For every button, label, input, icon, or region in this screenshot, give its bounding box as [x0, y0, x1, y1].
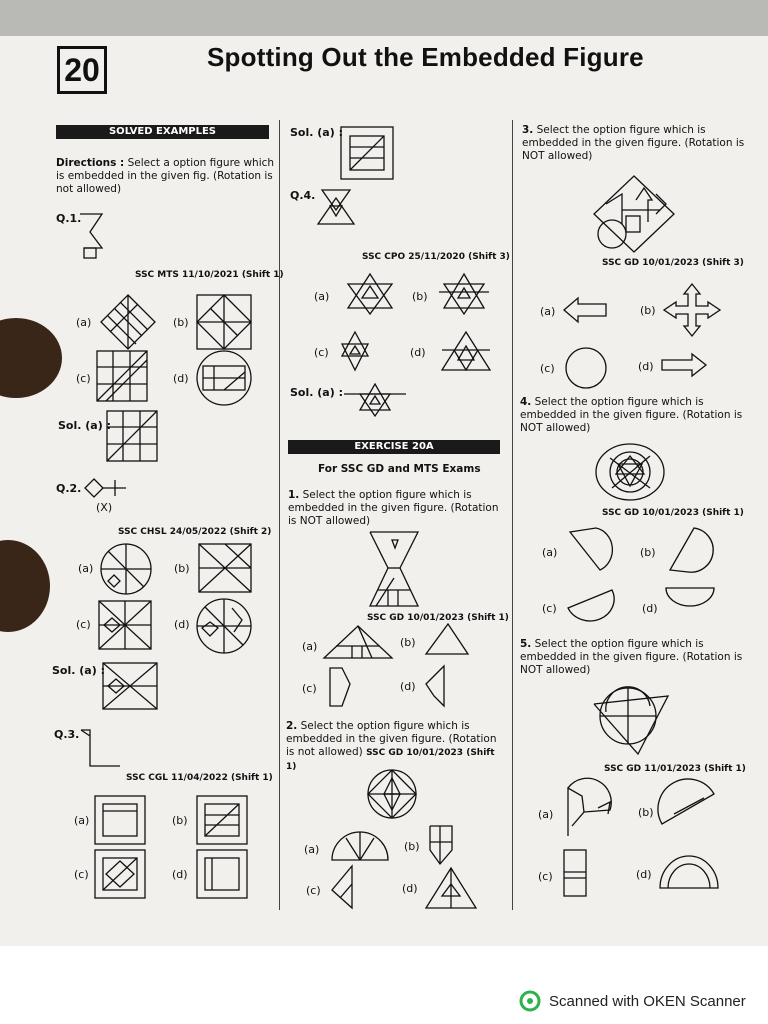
option-d-label: (d) — [642, 602, 658, 615]
option-d-label: (d) — [402, 882, 418, 895]
e2-question — [286, 720, 502, 774]
q3-label: Q.3. — [54, 728, 80, 741]
q3-source: SSC CGL 11/04/2022 (Shift 1) — [126, 773, 273, 783]
e4-option-d-figure — [664, 586, 716, 626]
option-a-label: (a) — [304, 843, 320, 856]
q1-label: Q.1. — [56, 212, 82, 225]
option-b-label: (b) — [638, 806, 654, 819]
e3-option-c-figure — [564, 346, 608, 390]
e4-question — [520, 396, 744, 435]
option-d-label: (d) — [638, 360, 654, 373]
q2-x-label: (X) — [96, 501, 113, 514]
q4-question-figure — [314, 188, 358, 230]
e4-question-figure — [594, 442, 666, 502]
e2-question-figure — [366, 768, 418, 820]
option-a-label: (a) — [314, 290, 330, 303]
e4-option-b-figure — [668, 526, 718, 574]
chapter-title: Spotting Out the Embedded Figure — [207, 42, 644, 72]
q2-label: Q.2. — [56, 482, 82, 495]
e1-option-d-figure — [424, 664, 446, 708]
option-b-label: (b) — [173, 316, 189, 329]
e1-option-b-figure — [424, 622, 470, 656]
q2-option-b-figure — [198, 543, 252, 593]
e2-option-d-figure — [424, 866, 478, 910]
q2-option-c-figure — [98, 600, 152, 650]
q2-question-figure — [84, 478, 128, 500]
q4-option-d-figure — [440, 330, 492, 372]
e2-number: 2. — [286, 720, 298, 732]
column-divider — [512, 120, 513, 910]
option-c-label: (c) — [302, 682, 317, 695]
exercise-subtitle: For SSC GD and MTS Exams — [318, 463, 481, 475]
option-d-label: (d) — [172, 868, 188, 881]
e5-source: SSC GD 11/01/2023 (Shift 1) — [604, 764, 746, 774]
q4-label: Q.4. — [290, 189, 316, 202]
option-c-label: (c) — [540, 362, 555, 375]
option-c-label: (c) — [538, 870, 553, 883]
e4-text: Select the option figure which is embedded in the given figure. (Rotation is NOT allowed) — [520, 396, 743, 434]
chapter-number: 20 — [57, 46, 107, 94]
option-c-label: (c) — [314, 346, 329, 359]
e2-option-c-figure — [330, 864, 354, 910]
option-d-label: (d) — [174, 618, 190, 631]
q2-option-d-figure — [196, 598, 252, 654]
e1-question-figure — [368, 530, 420, 608]
option-c-label: (c) — [306, 884, 321, 897]
q1-option-a-figure — [100, 294, 156, 350]
q2-source: SSC CHSL 24/05/2022 (Shift 2) — [118, 527, 272, 537]
option-b-label: (b) — [412, 290, 428, 303]
q3-question-figure — [80, 726, 122, 768]
e1-number: 1. — [288, 489, 300, 501]
q4-option-b-figure — [438, 272, 490, 316]
e3-text: Select the option figure which is embedded in the given figure. (Rotation is NOT allowed) — [522, 124, 745, 162]
option-b-label: (b) — [640, 546, 656, 559]
e5-text: Select the option figure which is embedded in the given figure. (Rotation is NOT allowed) — [520, 638, 743, 676]
q1-option-c-figure — [96, 350, 148, 402]
option-c-label: (c) — [542, 602, 557, 615]
scanner-text: Scanned with OKEN Scanner — [549, 992, 746, 1010]
e5-option-a-figure — [562, 786, 612, 838]
q1-source: SSC MTS 11/10/2021 (Shift 1) — [135, 270, 284, 280]
option-a-label: (a) — [542, 546, 558, 559]
option-d-label: (d) — [410, 346, 426, 359]
e3-question — [522, 124, 746, 163]
option-a-label: (a) — [302, 640, 318, 653]
e5-option-b-figure — [660, 786, 720, 826]
option-d-label: (d) — [636, 868, 652, 881]
q1-option-b-figure — [196, 294, 252, 350]
e1-option-c-figure — [328, 666, 352, 708]
option-b-label: (b) — [174, 562, 190, 575]
e4-option-c-figure — [566, 588, 616, 624]
q4-solution-figure — [342, 382, 408, 418]
q3-option-b-figure — [196, 795, 248, 845]
e2-source: SSC GD 10/01/2023 (Shift 1) — [286, 748, 495, 772]
scanner-watermark — [519, 990, 746, 1012]
q3-option-a-figure — [94, 795, 146, 845]
option-a-label: (a) — [76, 316, 92, 329]
exercise-banner: EXERCISE 20A — [288, 440, 500, 454]
q4-solution-label: Sol. (a) : — [290, 386, 343, 399]
q2-option-a-figure — [100, 543, 152, 595]
e2-option-b-figure — [428, 824, 454, 866]
e3-source: SSC GD 10/01/2023 (Shift 3) — [602, 258, 744, 268]
q4-option-a-figure — [346, 272, 394, 316]
option-a-label: (a) — [78, 562, 94, 575]
e3-number: 3. — [522, 124, 534, 136]
e1-source: SSC GD 10/01/2023 (Shift 1) — [367, 613, 509, 623]
option-d-label: (d) — [400, 680, 416, 693]
option-a-label: (a) — [538, 808, 554, 821]
e3-option-a-figure — [562, 296, 608, 324]
e1-question — [288, 489, 502, 528]
q1-question-figure — [78, 210, 108, 260]
q1-option-d-figure — [196, 350, 252, 406]
q3-option-d-figure — [196, 849, 248, 899]
option-c-label: (c) — [74, 868, 89, 881]
column-divider — [279, 120, 280, 910]
q3-solution-figure — [340, 126, 394, 180]
q1-solution-figure — [106, 410, 158, 462]
scan-margin — [0, 946, 768, 1024]
q2-solution-label: Sol. (a) : — [52, 664, 105, 677]
option-b-label: (b) — [404, 840, 420, 853]
e3-option-b-figure — [662, 282, 722, 338]
e1-text: Select the option figure which is embedded in the given figure. (Rotation is NOT allowed) — [288, 489, 499, 527]
q4-source: SSC CPO 25/11/2020 (Shift 3) — [362, 252, 510, 262]
directions-text: Select a option figure which is embedded in the given fig. (Rotation is not allowed) — [56, 157, 275, 195]
directions — [56, 157, 276, 196]
e2-option-a-figure — [330, 830, 390, 862]
q1-solution-label: Sol. (a) : — [58, 419, 111, 432]
option-a-label: (a) — [540, 305, 556, 318]
e3-question-figure — [592, 174, 676, 254]
q3-option-c-figure — [94, 849, 146, 899]
q2-solution-figure — [102, 662, 158, 710]
directions-label: Directions : — [56, 157, 125, 169]
oken-logo-icon — [519, 990, 541, 1012]
option-c-label: (c) — [76, 372, 91, 385]
e1-option-a-figure — [322, 624, 394, 660]
e5-question-figure — [592, 686, 670, 756]
solved-examples-banner: SOLVED EXAMPLES — [56, 125, 269, 139]
q3-solution-label: Sol. (a) : — [290, 126, 343, 139]
e4-source: SSC GD 10/01/2023 (Shift 1) — [602, 508, 744, 518]
e4-number: 4. — [520, 396, 532, 408]
option-d-label: (d) — [173, 372, 189, 385]
e2-text: Select the option figure which is embedded in the given figure. (Rotation is not allowed) — [286, 720, 497, 758]
e5-option-c-figure — [562, 848, 588, 898]
option-b-label: (b) — [172, 814, 188, 827]
option-a-label: (a) — [74, 814, 90, 827]
e4-option-a-figure — [568, 526, 610, 574]
e5-question — [520, 638, 746, 677]
e5-number: 5. — [520, 638, 532, 650]
e3-option-d-figure — [660, 352, 708, 378]
q4-option-c-figure — [340, 330, 370, 374]
e5-option-d-figure — [658, 852, 720, 890]
option-c-label: (c) — [76, 618, 91, 631]
option-b-label: (b) — [400, 636, 416, 649]
option-b-label: (b) — [640, 304, 656, 317]
